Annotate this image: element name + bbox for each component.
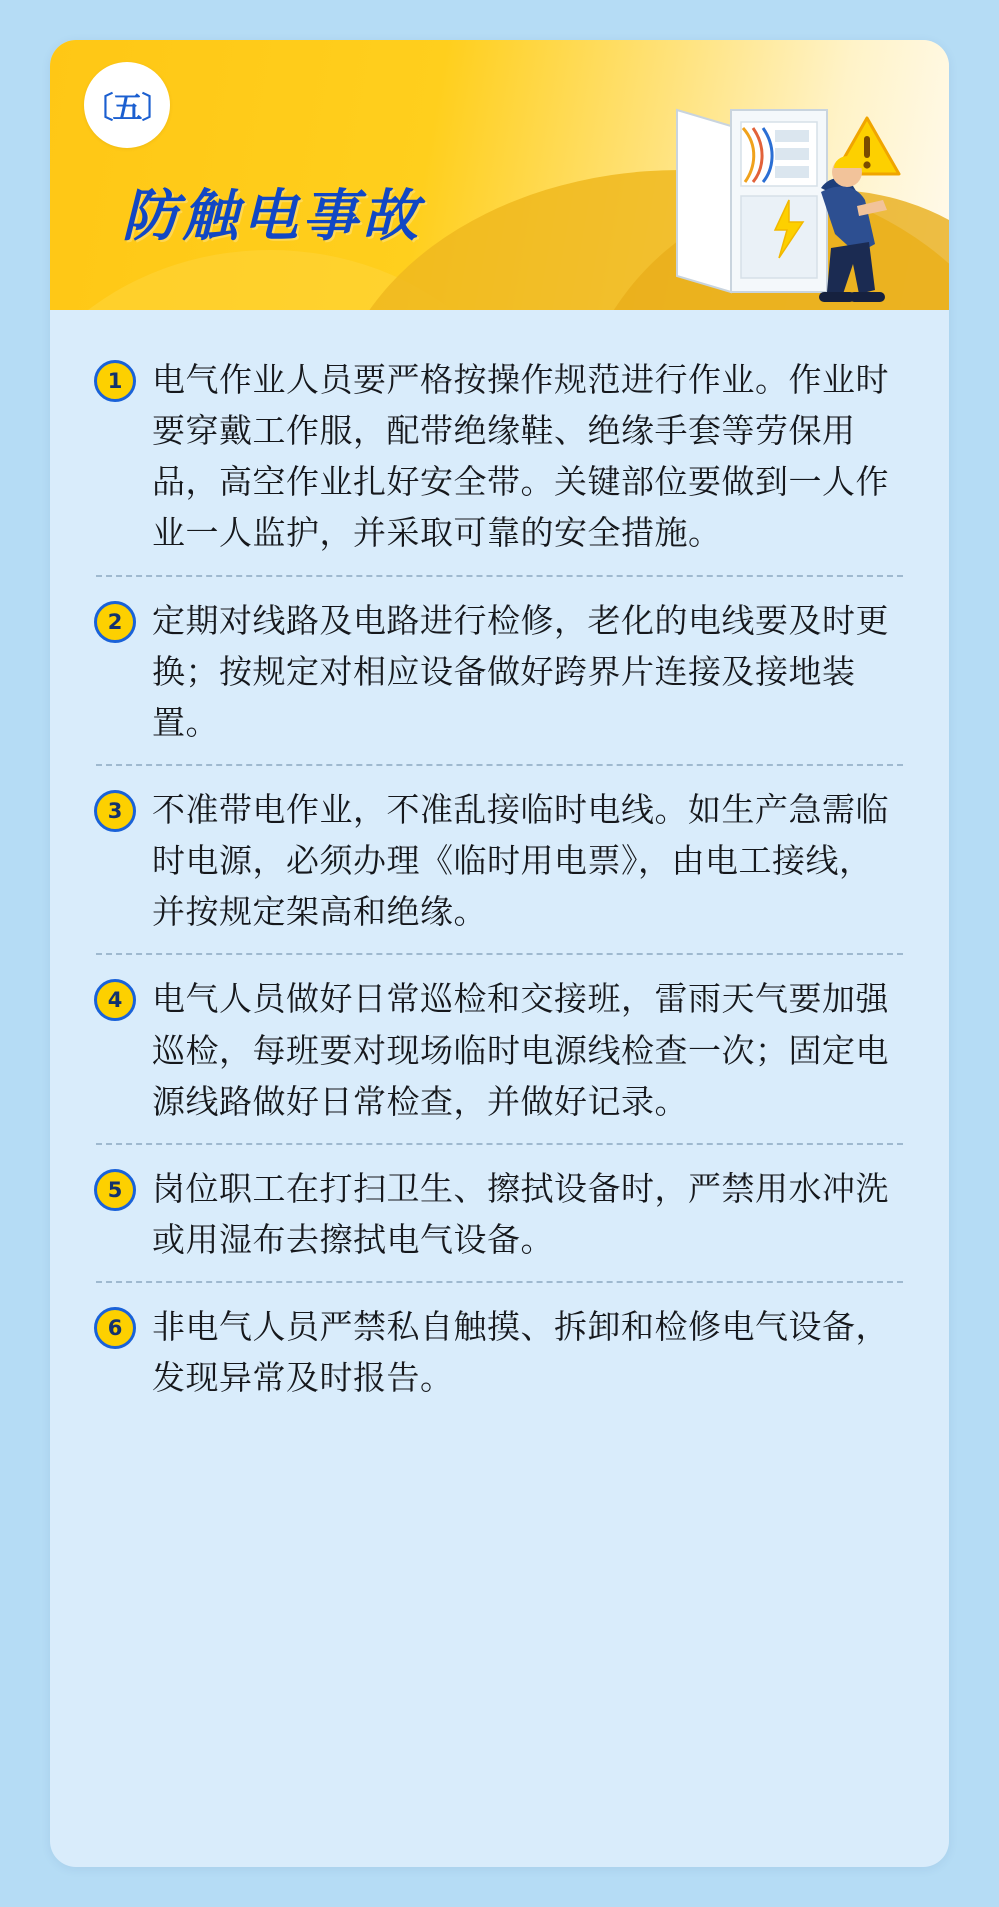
rules-list bbox=[50, 310, 949, 1453]
list-item bbox=[94, 1287, 905, 1413]
list-item-text: 定期对线路及电路进行检修，老化的电线要及时更换；按规定对相应设备做好跨界片连接及接地装置。 bbox=[152, 601, 889, 741]
list-item bbox=[94, 770, 905, 947]
list-item-number: 1 bbox=[94, 360, 136, 402]
list-item-number: 6 bbox=[94, 1307, 136, 1349]
list-divider bbox=[96, 1281, 903, 1283]
list-item-number: 4 bbox=[94, 979, 136, 1021]
list-item-text: 非电气人员严禁私自触摸、拆卸和检修电气设备，发现异常及时报告。 bbox=[152, 1308, 889, 1397]
electrician-at-panel-illustration bbox=[671, 96, 931, 310]
list-divider bbox=[96, 1143, 903, 1145]
list-divider bbox=[96, 764, 903, 766]
list-item-text: 电气人员做好日常巡检和交接班，雷雨天气要加强巡检，每班要对现场临时电源线检查一次；固定电源线路做好日常检查，并做好记录。 bbox=[152, 980, 889, 1120]
list-item-text: 电气作业人员要严格按操作规范进行作业。作业时要穿戴工作服，配带绝缘鞋、绝缘手套等劳保用品，高空作业扎好安全带。关键部位要做到一人作业一人监护，并采取可靠的安全措施。 bbox=[152, 361, 889, 552]
list-item-text: 岗位职工在打扫卫生、擦拭设备时，严禁用水冲洗或用湿布去擦拭电气设备。 bbox=[152, 1169, 889, 1258]
list-item bbox=[94, 1149, 905, 1275]
list-item-text: 不准带电作业，不准乱接临时电线。如生产急需临时电源，必须办理《临时用电票》，由电工接线，并按规定架高和绝缘。 bbox=[152, 790, 889, 931]
list-item bbox=[94, 581, 905, 758]
poster-header bbox=[50, 40, 949, 310]
section-number-badge: 〔五〕 bbox=[84, 62, 170, 148]
list-divider bbox=[96, 953, 903, 955]
page-title: 防触电事故 bbox=[122, 184, 422, 247]
list-item-number: 3 bbox=[94, 790, 136, 832]
list-divider bbox=[96, 575, 903, 577]
list-item-number: 5 bbox=[94, 1169, 136, 1211]
list-item bbox=[94, 340, 905, 569]
list-item bbox=[94, 959, 905, 1136]
poster-card bbox=[50, 40, 949, 1867]
list-item-number: 2 bbox=[94, 601, 136, 643]
